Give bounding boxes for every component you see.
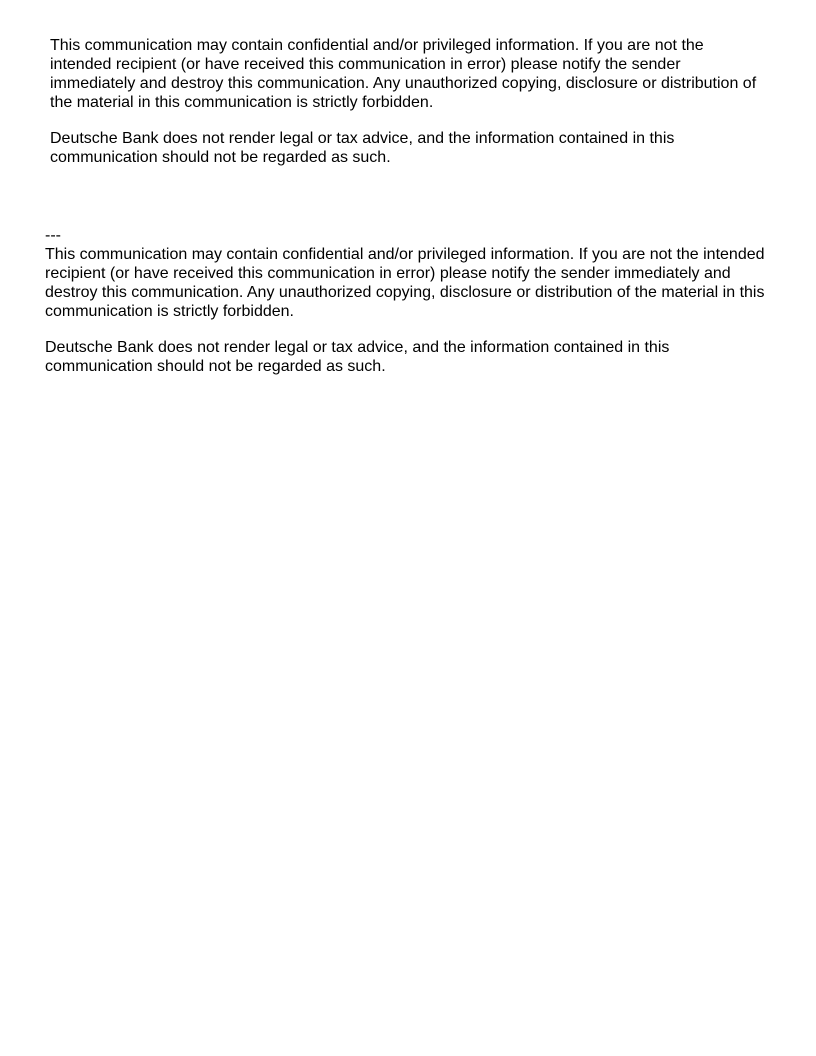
confidentiality-paragraph [50,36,756,112]
text-line: communication should not be regarded as such. [45,358,386,375]
text-line: intended recipient (or have received this communication in error) please notify the sender [50,56,681,73]
text-line: Deutsche Bank does not render legal or tax advice, and the information contained in this [50,130,675,147]
disclaimer-block-2 [45,226,765,393]
text-line: the material in this communication is strictly forbidden. [50,94,434,111]
text-line: destroy this communication. Any unauthorized copying, disclosure or distribution of the material in this [45,284,765,301]
text-line: immediately and destroy this communication. Any unauthorized copying, disclosure or distribution of [50,75,757,92]
advice-paragraph [50,129,756,167]
text-line: communication should not be regarded as such. [50,149,391,166]
text-line: communication is strictly forbidden. [45,303,294,320]
separator: --- [45,227,61,244]
text-line: This communication may contain confidential and/or privileged information. If you are not the intended [45,246,765,263]
confidentiality-paragraph [45,245,765,321]
text-line: recipient (or have received this communication in error) please notify the sender immediately and [45,265,731,282]
text-line: This communication may contain confidential and/or privileged information. If you are not the [50,37,704,54]
text-line: Deutsche Bank does not render legal or tax advice, and the information contained in this [45,339,670,356]
disclaimer-block-1 [50,36,756,184]
advice-paragraph [45,338,765,376]
